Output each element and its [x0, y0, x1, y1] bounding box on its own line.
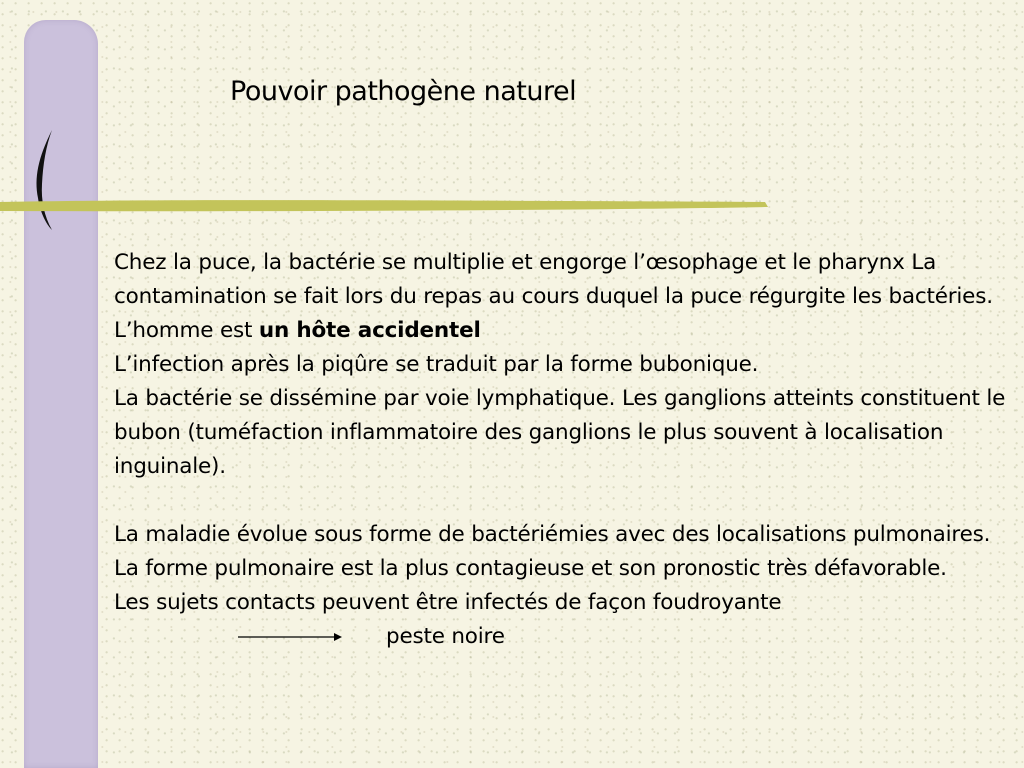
- paragraph-spacer: [114, 484, 1014, 518]
- paragraph-contacts: Les sujets contacts peuvent être infectés de façon foudroyante: [114, 590, 782, 615]
- paragraph-pulmonary-form: La forme pulmonaire est la plus contagieuse et son pronostic très défavorable.: [114, 556, 947, 581]
- paragraph-flea-contamination: Chez la puce, la bactérie se multiplie et engorge l’œsophage et le pharynx La contamination se fait lors du repas au cours duquel la puce régurgite les bactéries.: [114, 250, 993, 309]
- paragraph-bubonic-form: L’infection après la piqûre se traduit par la forme bubonique.: [114, 352, 759, 377]
- accidental-host-prefix: L’homme est: [114, 318, 259, 343]
- slide-body: [114, 246, 1014, 654]
- right-arrow-icon: [238, 631, 342, 643]
- arrow-line: [114, 620, 1014, 654]
- accent-line: [0, 197, 770, 215]
- paragraph-lymphatic-spread: La bactérie se dissémine par voie lymphatique. Les ganglions atteints constituent le bubon (tuméfaction inflammatoire des ganglions le plus souvent à localisation inguinale).: [114, 386, 1006, 479]
- slide-title: Pouvoir pathogène naturel: [230, 76, 577, 107]
- accidental-host-bold: un hôte accidentel: [258, 318, 481, 343]
- paragraph-bacteremia: La maladie évolue sous forme de bactériémies avec des localisations pulmonaires.: [114, 522, 991, 547]
- bracket-decoration-icon: [30, 128, 60, 232]
- black-plague-label: peste noire: [386, 624, 505, 649]
- paragraph-accidental-host: [114, 314, 1014, 348]
